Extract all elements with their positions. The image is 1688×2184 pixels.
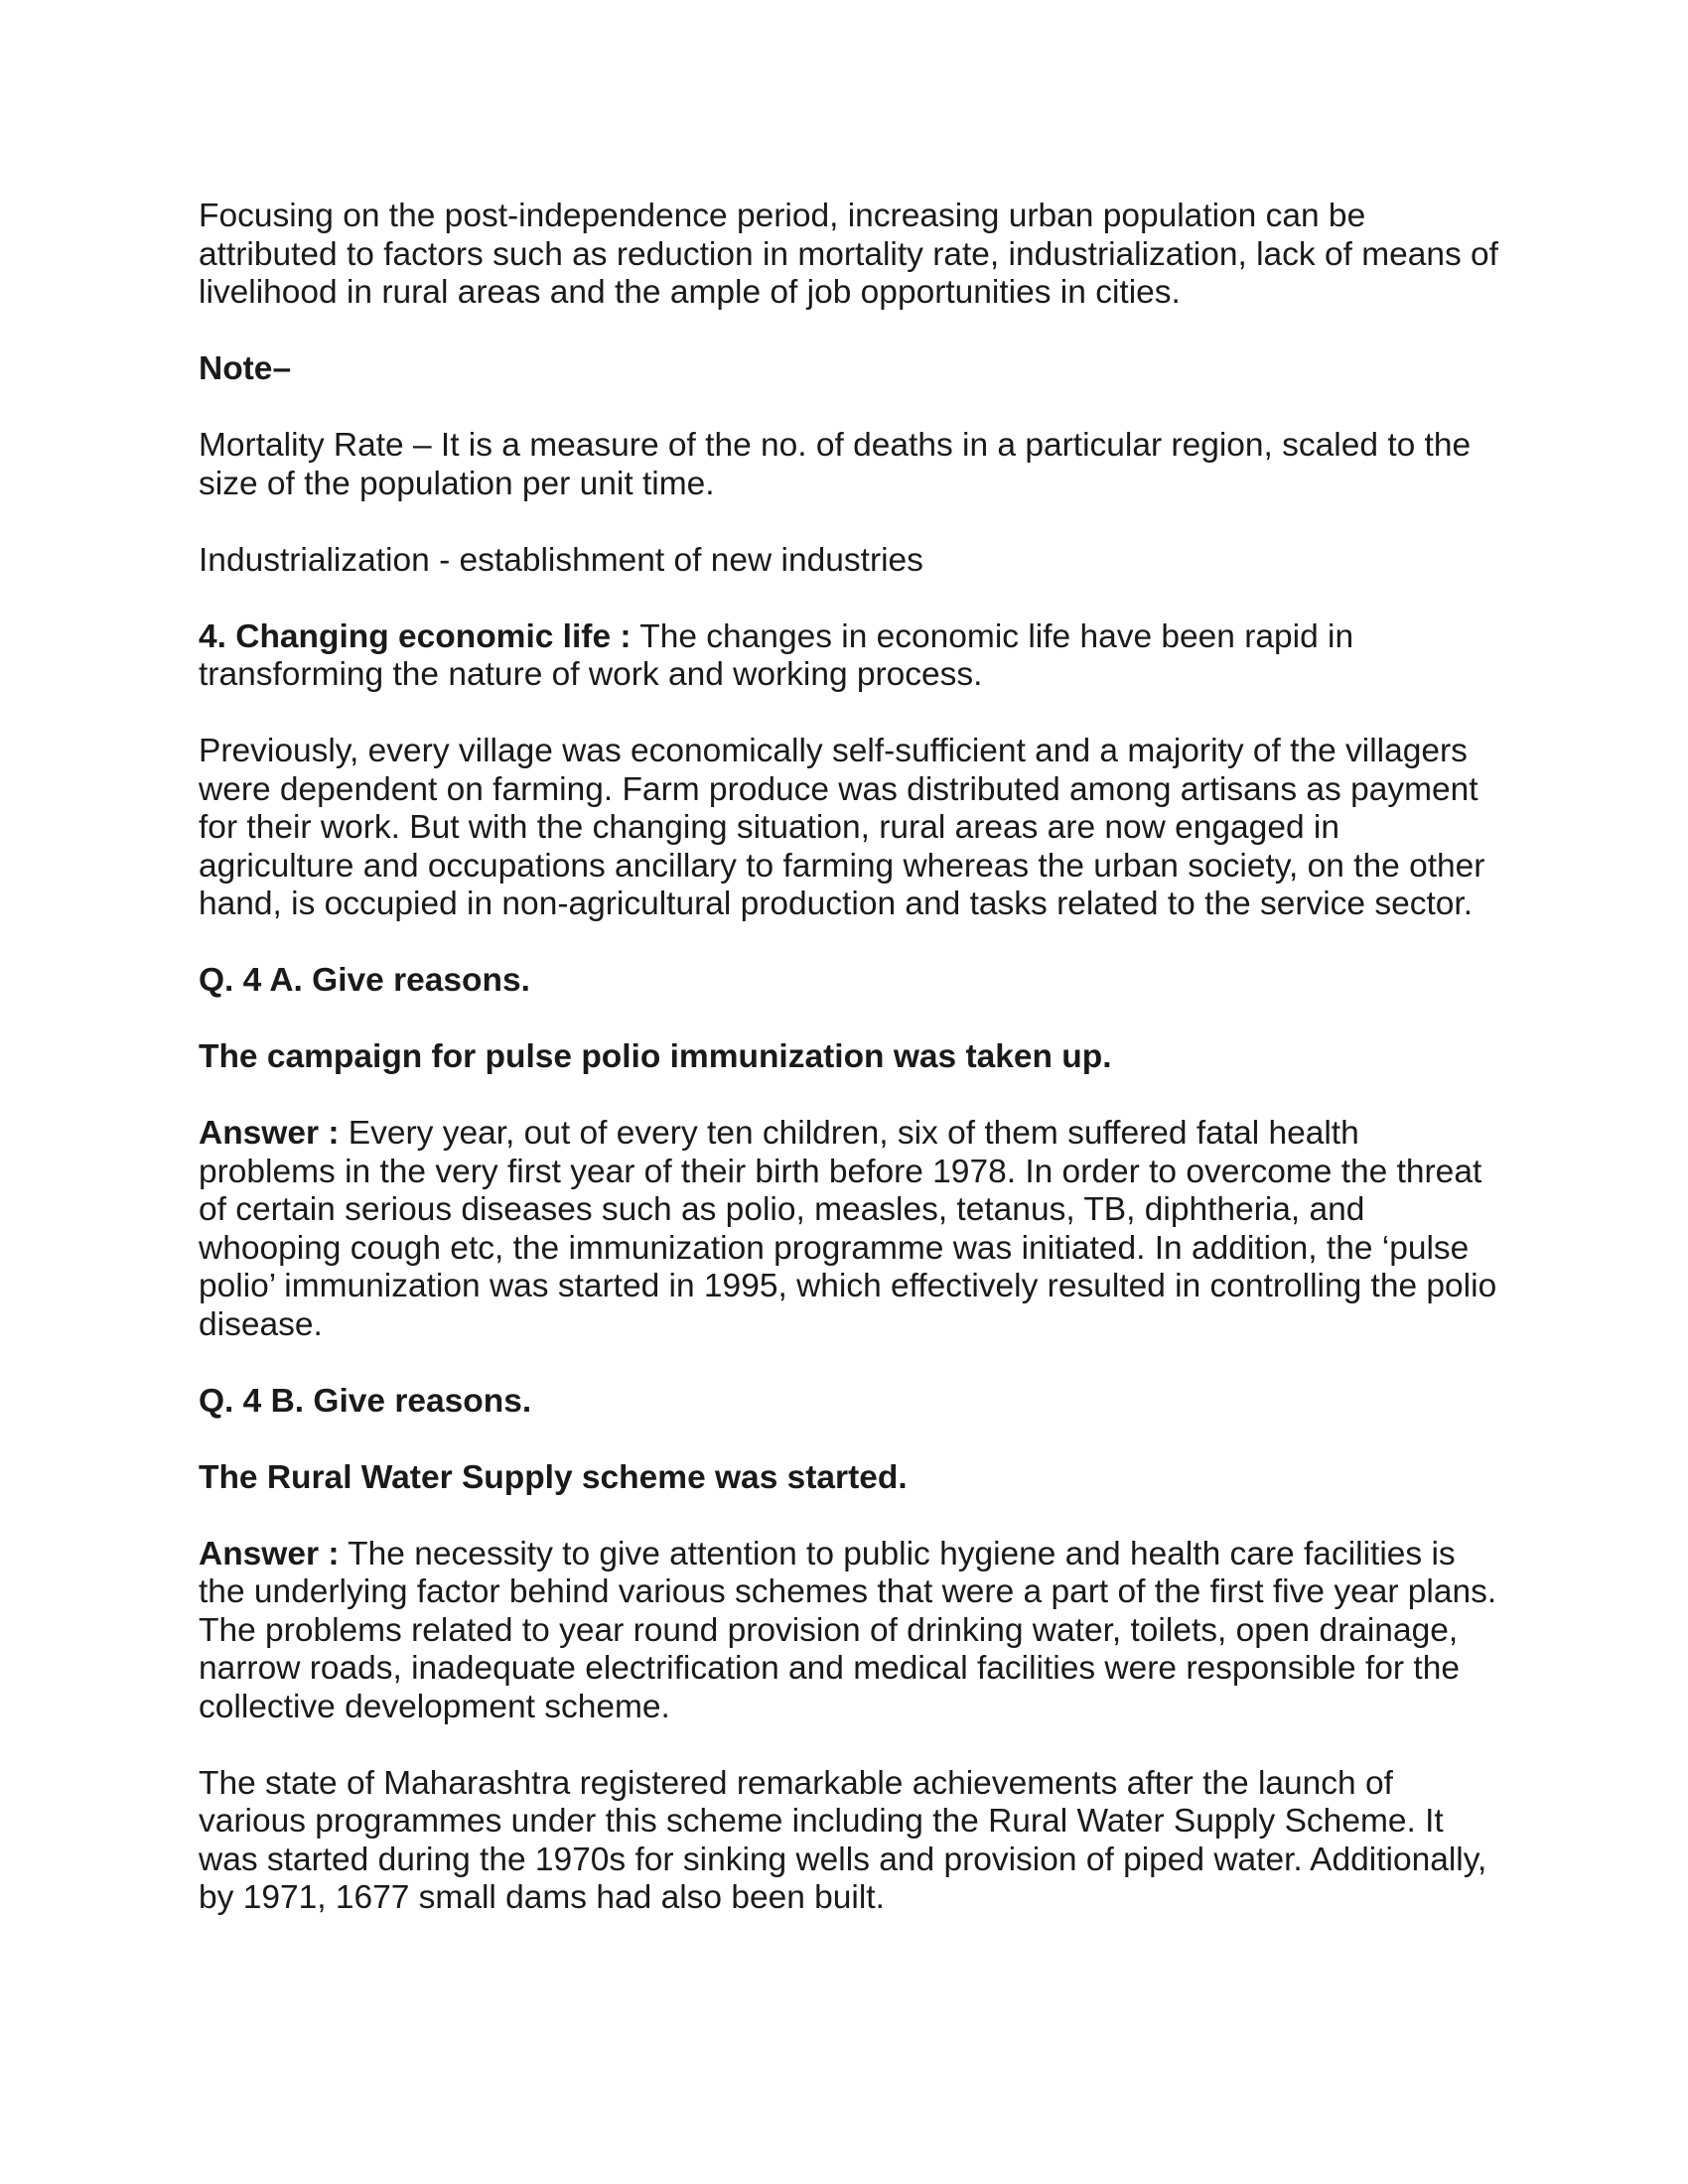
q4a-question: The campaign for pulse polio immunization was taken up. (199, 1038, 1112, 1075)
previously-paragraph: Previously, every village was economically self-sufficient and a majority of the villagers were dependent on farming. Farm produce was distributed among artisans as payment for their work. But with the changing situation, rural areas are now engaged in agriculture and occupations ancillary to farming whereas the urban society, on the other hand, is occupied in non-agricultural production and tasks related to the service sector. (199, 733, 1485, 922)
document-body (199, 198, 1499, 1956)
q4a-heading: Q. 4 A. Give reasons. (199, 962, 530, 999)
note-heading: Note– (199, 350, 292, 387)
changing-economic-life-text: The changes in economic life have been rapid in transforming the nature of work and working process. (199, 617, 1354, 693)
q4a-answer-label: Answer : (199, 1115, 340, 1152)
q4b-answer-label: Answer : (199, 1535, 340, 1572)
q4b-answer (199, 1536, 1499, 1727)
maharashtra-paragraph: The state of Maharashtra registered remarkable achievements after the launch of various programmes under this scheme including the Rural Water Supply Scheme. It was started during the 1970s for sinking wells and provision of piped water. Additionally, by 1971, 1677 small dams had also been built. (199, 1764, 1487, 1916)
changing-economic-life-label: 4. Changing economic life : (199, 617, 632, 655)
q4b-answer-text: The necessity to give attention to public hygiene and health care facilities is the underlying factor behind various schemes that were a part of the first five year plans. The problems related to year round provision of drinking water, toilets, open drainage, narrow roads, inadequate electrification and medical facilities were responsible for the collective development scheme. (199, 1535, 1497, 1725)
q4b-question: The Rural Water Supply scheme was started. (199, 1458, 908, 1496)
industrialization-note: Industrialization - establishment of new industries (199, 541, 923, 579)
q4a-answer (199, 1115, 1499, 1344)
q4a-answer-text: Every year, out of every ten children, six of them suffered fatal health problems in the very first year of their birth before 1978. In order to overcome the threat of certain serious diseases such as polio, measles, tetanus, TB, diphtheria, and whooping cough etc, the immunization programme was initiated. In addition, the ‘pulse polio’ immunization was started in 1995, which effectively resulted in controlling the polio disease. (199, 1115, 1497, 1343)
intro-paragraph: Focusing on the post-independence period, increasing urban population can be attributed to factors such as reduction in mortality rate, industrialization, lack of means of livelihood in rural areas and the ample of job opportunities in cities. (199, 198, 1498, 311)
mortality-rate-note: Mortality Rate – It is a measure of the no. of deaths in a particular region, scaled to the size of the population per unit time. (199, 427, 1472, 502)
changing-economic-life-paragraph (199, 618, 1499, 695)
q4b-heading: Q. 4 B. Give reasons. (199, 1382, 532, 1420)
